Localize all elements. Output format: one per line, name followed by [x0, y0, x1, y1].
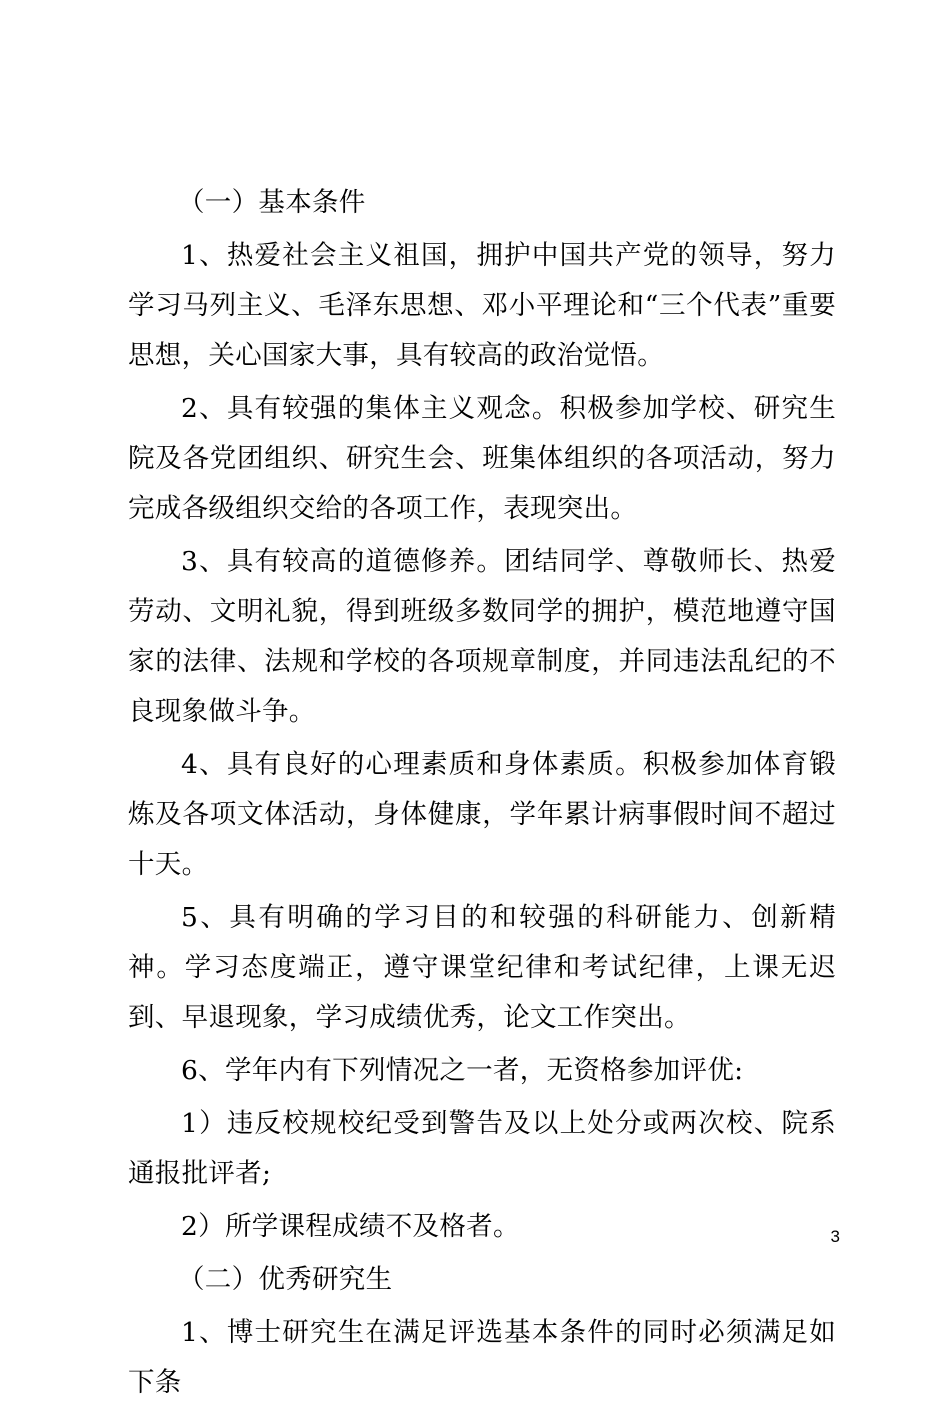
section-heading-excellent-graduates: （二）优秀研究生 [178, 1264, 393, 1295]
paragraph-item-3: 3、具有较高的道德修养。团结同学、尊敬师长、热爱劳动、文明礼貌，得到班级多数同学的拥护，模范地遵守国家的法律、法规和学校的各项规章制度，并同违法乱纪的不良现象做斗争。 [128, 546, 836, 727]
paragraph-item-2: 2、具有较强的集体主义观念。积极参加学校、研究生院及各党团组织、研究生会、班集体组织的各项活动，努力完成各级组织交给的各项工作，表现突出。 [128, 393, 836, 524]
section-heading-basic-conditions: （一）基本条件 [178, 187, 366, 218]
page-number: 3 [830, 1227, 840, 1246]
paragraph-doctoral-item-1: 1、博士研究生在满足评选基本条件的同时必须满足如下条 [128, 1317, 836, 1398]
document-body [128, 178, 836, 1411]
paragraph-item-1: 1、热爱社会主义祖国，拥护中国共产党的领导，努力学习马列主义、毛泽东思想、邓小平理论和“三个代表”重要思想，关心国家大事，具有较高的政治觉悟。 [128, 240, 836, 371]
paragraph-subitem-1: 1）违反校规校纪受到警告及以上处分或两次校、院系通报批评者; [128, 1108, 836, 1189]
paragraph-subitem-2: 2）所学课程成绩不及格者。 [181, 1211, 520, 1242]
paragraph-item-6: 6、学年内有下列情况之一者，无资格参加评优: [181, 1055, 744, 1086]
paragraph-item-4: 4、具有良好的心理素质和身体素质。积极参加体育锻炼及各项文体活动，身体健康，学年累计病事假时间不超过十天。 [128, 749, 836, 880]
paragraph-item-5: 5、具有明确的学习目的和较强的科研能力、创新精神。学习态度端正，遵守课堂纪律和考试纪律，上课无迟到、早退现象，学习成绩优秀，论文工作突出。 [128, 902, 836, 1033]
